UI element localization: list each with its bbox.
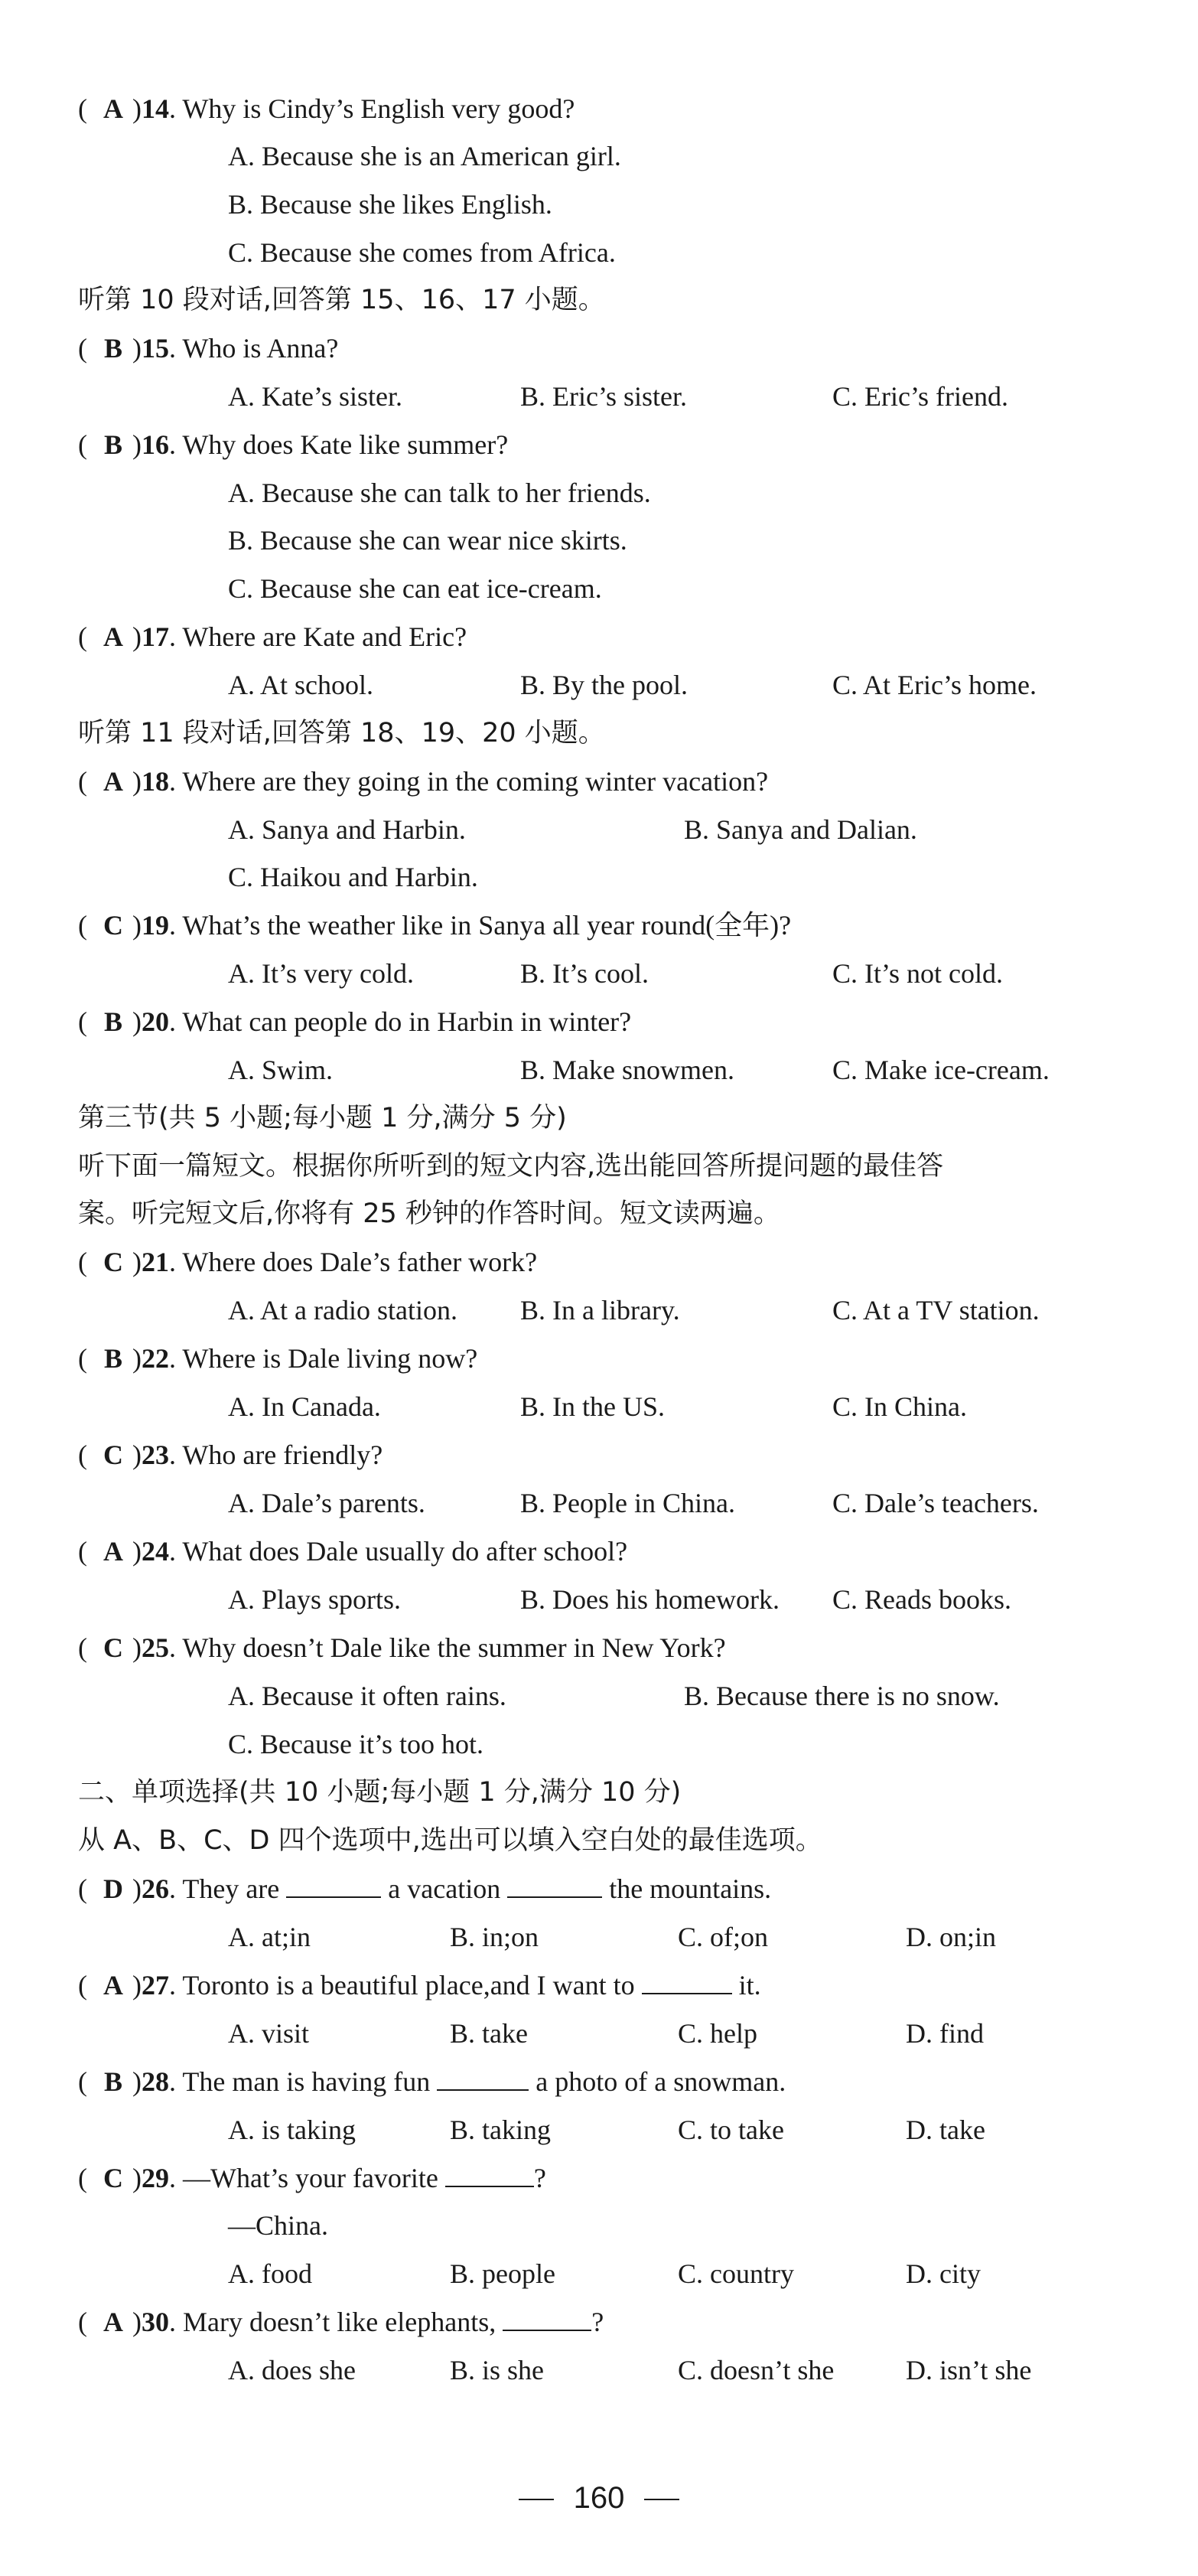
option: B. people xyxy=(450,2258,555,2289)
section2-instructions: 从 A、B、C、D 四个选项中,选出可以填入空白处的最佳选项。 xyxy=(78,1825,822,1856)
question-number: 23 xyxy=(142,1440,169,1470)
question-28: ( B )28. The man is having fun a photo of a snowman. xyxy=(78,2063,786,2100)
option: B. By the pool. xyxy=(520,670,689,700)
question-text: Where are Kate and Eric? xyxy=(182,621,467,652)
answer-blank xyxy=(286,1870,381,1898)
answer-23: C xyxy=(103,1440,123,1470)
answer-blank xyxy=(642,1967,732,1994)
answer-19: C xyxy=(103,910,123,941)
question-text-part: the mountains. xyxy=(609,1873,772,1904)
question-30: ( A )30. Mary doesn’t like elephants, ? xyxy=(78,2304,604,2340)
question-text: Where does Dale’s father work? xyxy=(182,1247,538,1277)
option: C. It’s not cold. xyxy=(832,958,1003,989)
option: C. Because she comes from Africa. xyxy=(228,237,616,268)
question-text-part: Mary doesn’t like elephants, xyxy=(183,2307,496,2337)
question-number: 20 xyxy=(142,1006,169,1037)
option: A. It’s very cold. xyxy=(228,958,414,989)
option: A. is taking xyxy=(228,2115,356,2145)
answer-25: C xyxy=(103,1632,123,1663)
option: C. Haikou and Harbin. xyxy=(228,862,478,892)
question-16: ( B )16. Why does Kate like summer? xyxy=(78,426,508,463)
answer-14: A xyxy=(103,93,123,124)
question-14: ( A )14. Why is Cindy’s English very good? xyxy=(78,90,575,127)
option: D. city xyxy=(906,2258,981,2289)
answer-blank xyxy=(503,2304,591,2331)
option: C. Dale’s teachers. xyxy=(832,1488,1039,1518)
dialog-10-heading: 听第 10 段对话,回答第 15、16、17 小题。 xyxy=(78,285,605,315)
question-text-part: it. xyxy=(738,1970,761,2000)
option: B. Make snowmen. xyxy=(520,1055,734,1085)
option: A. Swim. xyxy=(228,1055,334,1085)
question-18: ( A )18. Where are they going in the coming winter vacation? xyxy=(78,763,768,800)
page-footer xyxy=(0,2477,1198,2519)
question-number: 19 xyxy=(142,910,169,941)
question-19: ( C )19. What’s the weather like in Sanya all year round(全年)? xyxy=(78,907,791,944)
option: C. Because she can eat ice-cream. xyxy=(228,573,602,604)
question-text-part: a vacation xyxy=(388,1873,501,1904)
option: C. help xyxy=(678,2018,757,2049)
answer-blank xyxy=(437,2063,529,2091)
question-text-part: a photo of a snowman. xyxy=(536,2066,786,2097)
option: B. in;on xyxy=(450,1922,539,1952)
option: B. Because she can wear nice skirts. xyxy=(228,525,627,556)
section2-title: 二、单项选择(共 10 小题;每小题 1 分,满分 10 分) xyxy=(78,1777,682,1808)
option: A. Sanya and Harbin. xyxy=(228,814,466,845)
question-25: ( C )25. Why doesn’t Dale like the summer in New York? xyxy=(78,1629,726,1666)
part3-instructions-line2: 案。听完短文后,你将有 25 秒钟的作答时间。短文读两遍。 xyxy=(78,1198,780,1229)
question-text: Who are friendly? xyxy=(182,1440,383,1470)
question-number: 21 xyxy=(142,1247,169,1277)
page-number: 160 xyxy=(573,2481,625,2515)
option: A. Kate’s sister. xyxy=(228,381,402,412)
option: D. find xyxy=(906,2018,984,2049)
option: B. Because she likes English. xyxy=(228,189,552,220)
option: A. at;in xyxy=(228,1922,311,1952)
question-text-part: ? xyxy=(533,2163,546,2193)
option: C. doesn’t she xyxy=(678,2355,835,2385)
option: C. of;on xyxy=(678,1922,769,1952)
option: B. Because there is no snow. xyxy=(684,1681,1000,1711)
answer-26: D xyxy=(103,1873,123,1904)
question-17: ( A )17. Where are Kate and Eric? xyxy=(78,618,467,655)
question-number: 25 xyxy=(142,1632,169,1663)
question-number: 24 xyxy=(142,1536,169,1567)
question-number: 18 xyxy=(142,766,169,797)
footer-dash xyxy=(519,2499,554,2500)
question-27: ( A )27. Toronto is a beautiful place,and I want to it. xyxy=(78,1967,761,2004)
option: A. does she xyxy=(228,2355,356,2385)
question-text: Why does Kate like summer? xyxy=(182,429,509,460)
option: A. Because she can talk to her friends. xyxy=(228,478,651,508)
question-text: What can people do in Harbin in winter? xyxy=(182,1006,632,1037)
option: A. Because she is an American girl. xyxy=(228,141,621,171)
question-text: Where is Dale living now? xyxy=(182,1343,478,1374)
question-21: ( C )21. Where does Dale’s father work? xyxy=(78,1244,537,1280)
question-text-part: Toronto is a beautiful place,and I want to xyxy=(182,1970,635,2000)
question-text: What does Dale usually do after school? xyxy=(182,1536,628,1567)
answer-21: C xyxy=(103,1247,123,1277)
answer-16: B xyxy=(103,429,122,460)
question-text-part: The man is having fun xyxy=(182,2066,431,2097)
option: C. Eric’s friend. xyxy=(832,381,1008,412)
question-15: ( B )15. Who is Anna? xyxy=(78,330,338,367)
question-number: 16 xyxy=(142,429,169,460)
option: B. People in China. xyxy=(520,1488,735,1518)
option: C. country xyxy=(678,2258,794,2289)
option: A. At school. xyxy=(228,670,374,700)
answer-blank xyxy=(507,1870,602,1898)
question-number: 27 xyxy=(142,1970,169,2000)
question-23: ( C )23. Who are friendly? xyxy=(78,1436,383,1473)
option: D. take xyxy=(906,2115,985,2145)
answer-27: A xyxy=(103,1970,123,2000)
question-text: What’s the weather like in Sanya all year round(全年)? xyxy=(182,910,792,941)
answer-15: B xyxy=(103,333,122,364)
option: A. visit xyxy=(228,2018,310,2049)
option: D. isn’t she xyxy=(906,2355,1032,2385)
option: A. food xyxy=(228,2258,312,2289)
option: A. In Canada. xyxy=(228,1391,381,1422)
part3-instructions-line1: 听下面一篇短文。根据你所听到的短文内容,选出能回答所提问题的最佳答 xyxy=(78,1151,944,1182)
question-29: ( C )29. —What’s your favorite ? xyxy=(78,2160,546,2196)
answer-blank xyxy=(445,2160,534,2187)
question-number: 29 xyxy=(142,2163,169,2193)
question-text: Who is Anna? xyxy=(182,333,339,364)
answer-24: A xyxy=(103,1536,123,1567)
question-text: Where are they going in the coming winter vacation? xyxy=(182,766,769,797)
option: B. is she xyxy=(450,2355,545,2385)
option: C. Because it’s too hot. xyxy=(228,1729,483,1759)
option: C. Make ice-cream. xyxy=(832,1055,1050,1085)
option: B. Does his homework. xyxy=(520,1584,780,1615)
question-text-part: They are xyxy=(182,1873,280,1904)
answer-18: A xyxy=(103,766,123,797)
option: B. In a library. xyxy=(520,1295,680,1325)
question-text-part: ? xyxy=(591,2307,604,2337)
option: D. on;in xyxy=(906,1922,997,1952)
question-number: 14 xyxy=(142,93,169,124)
question-text: Why doesn’t Dale like the summer in New York? xyxy=(182,1632,726,1663)
option: A. At a radio station. xyxy=(228,1295,457,1325)
option: B. Sanya and Dalian. xyxy=(684,814,917,845)
answer-28: B xyxy=(103,2066,122,2097)
option: C. In China. xyxy=(832,1391,967,1422)
answer-22: B xyxy=(103,1343,122,1374)
question-text: Why is Cindy’s English very good? xyxy=(182,93,575,124)
question-number: 30 xyxy=(142,2307,169,2337)
answer-17: A xyxy=(103,621,123,652)
option: C. Reads books. xyxy=(832,1584,1011,1615)
footer-dash xyxy=(644,2499,679,2500)
question-text-part: —What’s your favorite xyxy=(183,2163,438,2193)
question-26: ( D )26. They are a vacation the mountains. xyxy=(78,1870,771,1907)
option: B. take xyxy=(450,2018,528,2049)
option: B. It’s cool. xyxy=(520,958,649,989)
dialog-reply: —China. xyxy=(228,2210,328,2241)
dialog-11-heading: 听第 11 段对话,回答第 18、19、20 小题。 xyxy=(78,718,605,748)
option: B. Eric’s sister. xyxy=(520,381,687,412)
option: A. Dale’s parents. xyxy=(228,1488,425,1518)
question-number: 17 xyxy=(142,621,169,652)
question-20: ( B )20. What can people do in Harbin in winter? xyxy=(78,1003,631,1040)
option: B. taking xyxy=(450,2115,551,2145)
option: C. At Eric’s home. xyxy=(832,670,1037,700)
question-number: 28 xyxy=(142,2066,169,2097)
option: C. At a TV station. xyxy=(832,1295,1040,1325)
answer-30: A xyxy=(103,2307,123,2337)
answer-29: C xyxy=(103,2163,123,2193)
question-number: 26 xyxy=(142,1873,169,1904)
option: A. Because it often rains. xyxy=(228,1681,506,1711)
answer-20: B xyxy=(103,1006,122,1037)
question-24: ( A )24. What does Dale usually do after school? xyxy=(78,1533,627,1570)
part3-title: 第三节(共 5 小题;每小题 1 分,满分 5 分) xyxy=(78,1103,567,1133)
option: C. to take xyxy=(678,2115,784,2145)
option: B. In the US. xyxy=(520,1391,665,1422)
question-22: ( B )22. Where is Dale living now? xyxy=(78,1340,477,1377)
option: A. Plays sports. xyxy=(228,1584,402,1615)
question-number: 22 xyxy=(142,1343,169,1374)
question-number: 15 xyxy=(142,333,169,364)
